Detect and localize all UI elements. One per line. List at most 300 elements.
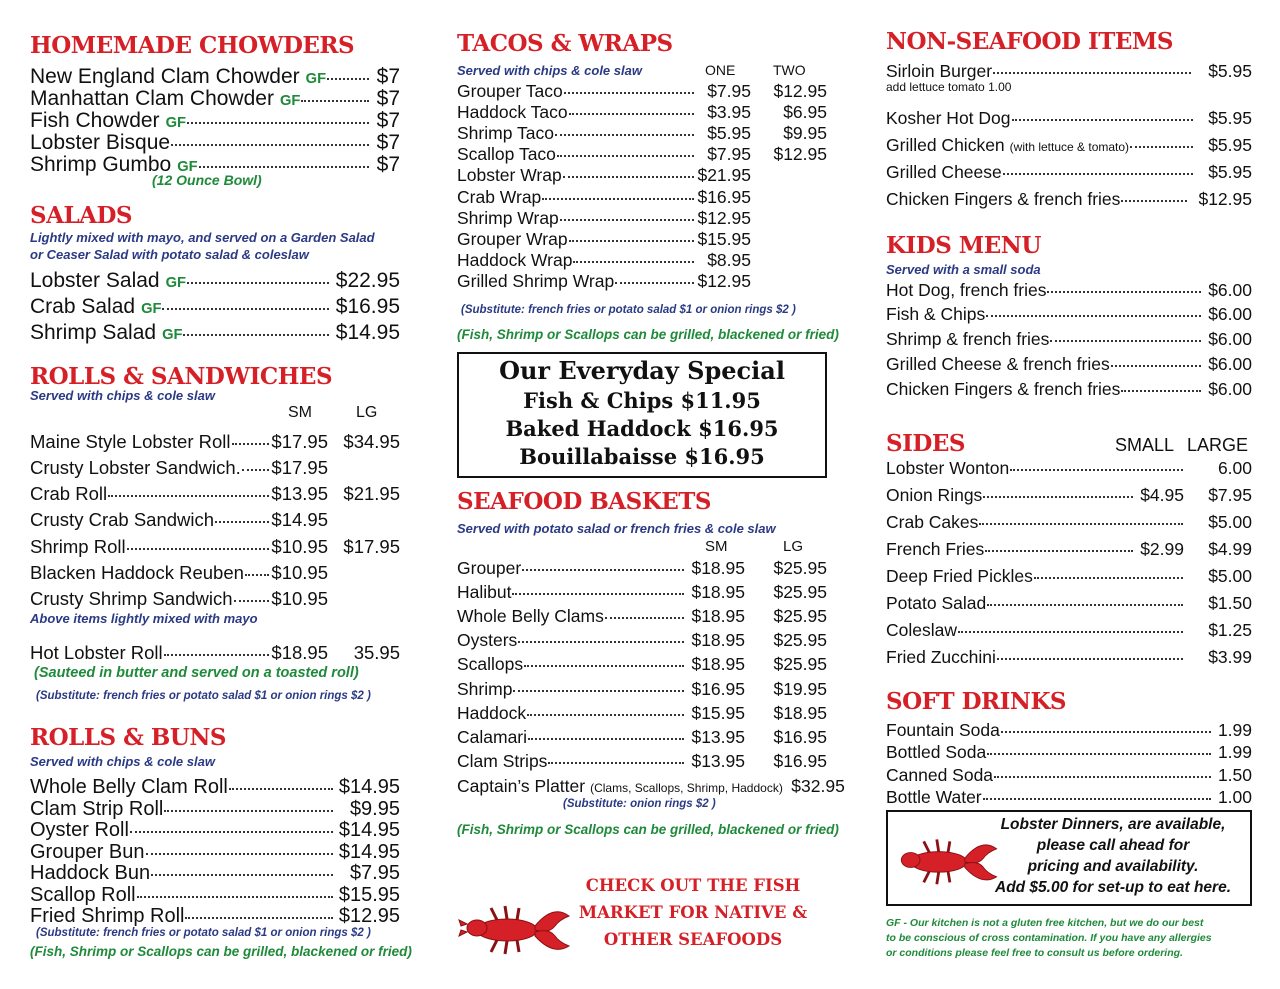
price-large: $1.50 [1208, 592, 1252, 613]
item-name: Clam Strip Roll [30, 797, 164, 820]
tacos-two-header: TWO [773, 62, 806, 78]
lobster-dinners-box [886, 810, 1252, 906]
item-price: $6.00 [1208, 279, 1252, 300]
promo-line-1: CHECK OUT THE FISH [585, 876, 801, 895]
price-one: $8.95 [707, 250, 751, 271]
gluten-free-badge: GF [162, 327, 183, 343]
bun-item [30, 902, 400, 928]
non-seafood-title: NON-SEAFOOD ITEMS [886, 28, 1173, 55]
price-large: $16.95 [773, 726, 827, 747]
price-small: $15.95 [691, 702, 745, 723]
price-small: $18.95 [691, 581, 745, 602]
item-price: $7 [376, 65, 400, 88]
dot-leader [232, 426, 269, 445]
dot-leader [542, 182, 694, 200]
special-item-3: Bouillabaisse $16.95 [519, 444, 765, 469]
dot-leader [1130, 130, 1193, 148]
item-name: Shrimp Wrap [457, 207, 559, 228]
item-price: $16.95 [335, 295, 400, 318]
dot-leader [524, 650, 684, 668]
rolls-buns-sub-note: (Substitute: french fries or potato salad $1 or onion rings $2 ) [36, 927, 371, 939]
price-one: $12.95 [697, 207, 751, 228]
dot-leader [1121, 374, 1201, 392]
item-price: $6.00 [1208, 329, 1252, 350]
price-large: $25.95 [773, 654, 827, 675]
dot-leader [1001, 715, 1211, 733]
dot-leader [569, 97, 694, 115]
price-large: $18.95 [773, 702, 827, 723]
special-item-1: Fish & Chips $11.95 [523, 388, 761, 413]
dot-leader [185, 899, 333, 919]
item-price: $14.95 [338, 776, 400, 798]
price-two: $12.95 [773, 144, 827, 165]
price-two: $9.95 [783, 122, 827, 143]
item-name: Grouper Taco [457, 80, 563, 101]
basket-item [457, 653, 827, 676]
dot-leader [171, 125, 369, 146]
dot-leader [127, 531, 269, 550]
chowders-title: HOMEMADE CHOWDERS [30, 32, 355, 59]
dot-leader [560, 203, 694, 221]
sandwich-item [30, 587, 400, 611]
dot-leader [245, 558, 269, 577]
lobster-dinners-line-3: pricing and availability. [1027, 858, 1199, 875]
item-name: Lobster Salad [30, 269, 160, 292]
price-large: $25.95 [773, 581, 827, 602]
item-name: Shrimp & french fries [886, 329, 1050, 350]
hot-roll-note: (Sauteed in butter and served on a toasted roll) [34, 665, 359, 681]
dot-leader [234, 584, 269, 603]
item-price: $6.00 [1208, 353, 1252, 374]
non-seafood-item [886, 160, 1252, 183]
dot-leader [987, 738, 1211, 756]
item-price: $5.95 [1208, 107, 1252, 128]
gluten-free-badge: GF [165, 275, 186, 291]
price-one: $5.95 [707, 122, 751, 143]
side-item [886, 591, 1252, 614]
dot-leader [130, 813, 333, 833]
rolls-buns-title: ROLLS & BUNS [30, 724, 227, 751]
price-small: $2.99 [1140, 538, 1184, 559]
item-name: Potato Salad [886, 592, 987, 613]
side-item [886, 645, 1252, 668]
basket-item [457, 629, 827, 652]
item-price: $12.95 [1198, 188, 1252, 209]
item-name: Whole Belly Clam Roll [30, 776, 228, 798]
dot-leader [199, 147, 369, 168]
price-large: $1.25 [1208, 619, 1252, 640]
item-name: Grilled Cheese & french fries [886, 353, 1110, 374]
item-name: Crusty Crab Sandwich [30, 509, 215, 531]
item-name: Manhattan Clam Chowder [30, 87, 274, 110]
item-price: $9.95 [349, 797, 400, 820]
price-large: $5.00 [1208, 511, 1252, 532]
basket-item [457, 750, 827, 773]
price-small: $13.95 [691, 726, 745, 747]
gluten-free-badge: GF [177, 159, 198, 175]
side-item [886, 537, 1252, 560]
kids-menu-subtitle: Served with a small soda [886, 262, 1041, 277]
dot-leader [518, 626, 684, 644]
kids-menu-title: KIDS MENU [886, 232, 1041, 259]
price-small: $18.95 [691, 654, 745, 675]
dot-leader [229, 770, 333, 790]
item-name: Captain’s Platter [457, 775, 586, 796]
dot-leader [573, 246, 694, 264]
price-large: $25.95 [773, 630, 827, 651]
item-name: New England Clam Chowder [30, 65, 300, 88]
taco-item [457, 270, 827, 293]
dot-leader [555, 118, 694, 136]
rolls-buns-grill-note: (Fish, Shrimp or Scallops can be grilled, blackened or fried) [30, 944, 412, 959]
price-small: $4.95 [1140, 484, 1184, 505]
item-name: Chicken Fingers & french fries [886, 378, 1121, 399]
salads-title: SALADS [30, 202, 133, 229]
sides-small-header: SMALL [1115, 435, 1175, 455]
dot-leader [983, 783, 1211, 801]
item-name: Clam Strips [457, 751, 548, 772]
lobster-icon [457, 888, 577, 968]
item-name: Kosher Hot Dog [886, 107, 1011, 128]
dot-leader [1034, 561, 1183, 579]
promo-line-3: OTHER SEAFOODS [603, 930, 783, 949]
basket-item [457, 701, 827, 724]
dot-leader [1003, 157, 1193, 175]
item-name: Onion Rings [886, 484, 983, 505]
sandwich-item [30, 561, 400, 585]
item-name: Scallops [457, 654, 524, 675]
dot-leader [183, 315, 329, 336]
price-small: $17.95 [271, 456, 328, 478]
dot-leader [108, 479, 269, 498]
baskets-grill-note: (Fish, Shrimp or Scallops can be grilled, blackened or fried) [457, 822, 839, 837]
item-price: $5.95 [1208, 134, 1252, 155]
item-name: Grilled Chicken [886, 134, 1005, 155]
dot-leader [994, 760, 1211, 778]
item-price: $32.95 [791, 775, 845, 796]
dot-leader [569, 224, 694, 242]
price-large: 6.00 [1217, 457, 1252, 478]
rolls-sandwiches-sm-header: SM [288, 404, 312, 421]
dot-leader [1050, 325, 1201, 343]
sandwich-item [30, 455, 400, 479]
item-price: $7 [376, 131, 400, 154]
sandwich-item [30, 508, 400, 532]
kids-item [886, 377, 1252, 400]
basket-item [457, 556, 827, 579]
price-one: $21.95 [697, 165, 751, 186]
price-small: $14.95 [271, 509, 328, 531]
dot-leader [1047, 275, 1201, 293]
side-item [886, 564, 1252, 587]
item-name: Crusty Lobster Sandwich. [30, 456, 241, 478]
dot-leader [187, 263, 329, 284]
price-large: $34.95 [343, 430, 400, 452]
price-small: $18.95 [691, 605, 745, 626]
item-name: Crusty Shrimp Sandwich [30, 588, 233, 610]
item-price: $14.95 [335, 321, 400, 344]
baskets-subtitle: Served with potato salad or french fries & cole slaw [457, 521, 776, 536]
item-price: $7 [376, 87, 400, 110]
price-one: $7.95 [707, 144, 751, 165]
item-name: Crab Roll [30, 483, 108, 505]
baskets-lg-header: LG [783, 538, 804, 555]
tacos-sub-note: (Substitute: french fries or potato salad $1 or onion rings $2 ) [461, 304, 796, 316]
price-large: $16.95 [773, 751, 827, 772]
item-name: Shrimp Gumbo [30, 153, 172, 176]
rolls-sandwiches-subtitle: Served with chips & cole slaw [30, 388, 215, 403]
kids-item [886, 303, 1252, 326]
dot-leader [528, 722, 684, 740]
item-price: $22.95 [335, 269, 400, 292]
menu-item [457, 774, 845, 797]
item-name: Bottle Water [886, 787, 982, 807]
dot-leader [563, 161, 694, 179]
dot-leader [164, 792, 333, 812]
item-name: French Fries [886, 538, 985, 559]
sandwich-item [30, 534, 400, 558]
item-name: Blacken Haddock Reuben [30, 562, 244, 583]
item-name: Whole Belly Clams [457, 605, 604, 626]
dot-leader [327, 59, 369, 80]
dot-leader [151, 856, 333, 876]
item-name: Lobster Wrap [457, 165, 562, 186]
item-price: 1.99 [1217, 742, 1252, 762]
chowders-bowl-note: (12 Ounce Bowl) [152, 172, 262, 188]
gf-disclaimer-line-3: or conditions please feel free to consult us before ordering. [886, 947, 1183, 959]
item-name: Shrimp Taco [457, 122, 554, 143]
item-name: Oysters [457, 630, 518, 651]
salads-subtitle-2: or Ceaser Salad with potato salad & coleslaw [30, 247, 309, 262]
baskets-sm-header: SM [705, 538, 728, 555]
price-one: $16.95 [697, 186, 751, 207]
everyday-special-box [457, 352, 827, 478]
item-name: Shrimp Roll [30, 535, 126, 557]
price-small: $10.95 [271, 562, 328, 583]
sandwich-item [30, 482, 400, 506]
price-one: $3.95 [707, 101, 751, 122]
menu-item [30, 640, 400, 664]
item-price: 1.99 [1217, 719, 1252, 740]
price-two: $12.95 [773, 80, 827, 101]
item-name: Fountain Soda [886, 719, 1000, 740]
item-price: $5.95 [1208, 161, 1252, 182]
dot-leader [164, 637, 269, 656]
basket-item [457, 580, 827, 603]
item-name: Lobster Bisque [30, 131, 171, 154]
item-price: $15.95 [338, 883, 400, 906]
item-price: $7 [376, 153, 400, 176]
rolls-sandwiches-title: ROLLS & SANDWICHES [30, 363, 333, 390]
kids-item [886, 352, 1252, 375]
dot-leader [513, 674, 684, 692]
item-name: Coleslaw [886, 619, 957, 640]
gf-disclaimer-line-2: to be conscious of cross contamination. If you have any allergies [886, 932, 1212, 944]
dot-leader [605, 601, 684, 619]
item-name: Maine Style Lobster Roll [30, 430, 231, 452]
price-large: $7.95 [1208, 484, 1252, 505]
non-seafood-item [886, 59, 1252, 82]
item-name: Haddock Wrap [457, 250, 573, 271]
above-items-note: Above items lightly mixed with mayo [30, 611, 258, 626]
lobster-dinners-line-2: please call ahead for [1036, 837, 1190, 854]
item-price: $7.95 [349, 862, 400, 884]
item-name: Haddock [457, 702, 527, 723]
item-name: Sirloin Burger [886, 60, 993, 81]
item-name: Calamari [457, 726, 528, 747]
price-large: $21.95 [343, 483, 400, 505]
drink-item [886, 786, 1252, 809]
rolls-sandwiches-sub-note: (Substitute: french fries or potato salad $1 or onion rings $2 ) [36, 690, 371, 702]
item-detail: (with lettuce & tomato) [1009, 139, 1130, 154]
gluten-free-badge: GF [279, 93, 301, 109]
dot-leader [997, 642, 1183, 660]
basket-item [457, 604, 827, 627]
basket-item [457, 677, 827, 700]
rolls-sandwiches-lg-header: LG [356, 404, 378, 421]
rolls-buns-subtitle: Served with chips & cole slaw [30, 754, 215, 769]
lobster-dinners-line-4: Add $5.00 for set-up to eat here. [995, 879, 1231, 896]
price-small: $16.95 [691, 678, 745, 699]
dot-leader [993, 56, 1191, 74]
burger-addon-note: add lettuce tomato 1.00 [886, 80, 1012, 94]
price-two: $6.95 [783, 101, 827, 122]
soft-drinks-title: SOFT DRINKS [886, 688, 1067, 715]
price-small: $18.95 [691, 557, 745, 578]
item-name: Crab Cakes [886, 511, 979, 532]
dot-leader [512, 577, 684, 595]
item-name: Chicken Fingers & french fries [886, 188, 1121, 209]
item-name: Deep Fried Pickles [886, 565, 1033, 586]
item-name: Fish Chowder [30, 109, 160, 132]
price-large: $5.00 [1208, 565, 1252, 586]
dot-leader [986, 300, 1201, 318]
price-large: $25.95 [773, 557, 827, 578]
dot-leader [985, 534, 1133, 552]
item-name: Fish & Chips [886, 304, 986, 325]
dot-leader [615, 267, 694, 285]
price-one: $12.95 [697, 271, 751, 292]
dot-leader [1012, 103, 1193, 121]
dot-leader [1010, 453, 1183, 471]
dot-leader [527, 698, 684, 716]
item-name: Haddock Taco [457, 101, 568, 122]
price-small: $18.95 [691, 630, 745, 651]
item-name: Fried Shrimp Roll [30, 905, 185, 927]
item-name: Haddock Bun [30, 862, 151, 884]
item-name: Grouper [457, 557, 522, 578]
dot-leader [1121, 184, 1187, 202]
sandwich-item [30, 429, 400, 453]
item-name: Oyster Roll [30, 819, 129, 841]
tacos-one-header: ONE [705, 62, 736, 78]
dot-leader [1111, 349, 1201, 367]
gf-disclaimer-line-1: GF - Our kitchen is not a gluten free kitchen, but we do our best [886, 917, 1204, 929]
gluten-free-badge: GF [165, 115, 186, 131]
item-price: $14.95 [338, 840, 400, 863]
item-price: $14.95 [338, 819, 400, 841]
dot-leader [146, 835, 333, 855]
item-price: $5.95 [1208, 60, 1252, 81]
special-item-2: Baked Haddock $16.95 [505, 416, 779, 441]
promo-line-2: MARKET FOR NATIVE & [578, 903, 808, 922]
dot-leader [137, 878, 333, 898]
gluten-free-badge: GF [141, 301, 162, 317]
item-name: Shrimp Salad [30, 321, 157, 344]
price-small: $13.95 [691, 751, 745, 772]
non-seafood-item [886, 187, 1252, 210]
item-name: Grilled Cheese [886, 161, 1002, 182]
item-name: Crab Wrap [457, 186, 542, 207]
dot-leader [301, 81, 369, 102]
dot-leader [557, 140, 694, 158]
price-large: $19.95 [773, 678, 827, 699]
special-title: Our Everyday Special [499, 356, 785, 385]
tacos-grill-note: (Fish, Shrimp or Scallops can be grilled, blackened or fried) [457, 327, 839, 342]
item-name: Fried Zucchini [886, 646, 996, 667]
dot-leader [958, 615, 1183, 633]
dot-leader [987, 588, 1183, 606]
price-one: $7.95 [707, 80, 751, 101]
dot-leader [522, 553, 684, 571]
item-price: 1.50 [1217, 764, 1252, 785]
side-item [886, 483, 1252, 506]
dot-leader [215, 505, 269, 524]
salads-subtitle-1: Lightly mixed with mayo, and served on a Garden Salad [30, 230, 375, 245]
price-small: $10.95 [271, 535, 328, 557]
price-small: $10.95 [271, 588, 328, 610]
item-name: Halibut [457, 581, 512, 602]
item-name: Grouper Wrap [457, 228, 568, 249]
item-name: Bottled Soda [886, 742, 987, 762]
dot-leader [242, 452, 269, 471]
item-price: $6.00 [1208, 378, 1252, 399]
side-item [886, 456, 1252, 479]
side-item [886, 510, 1252, 533]
price-large: $17.95 [343, 535, 400, 557]
price-large: $25.95 [773, 605, 827, 626]
tacos-title: TACOS & WRAPS [457, 30, 673, 57]
kids-item [886, 328, 1252, 351]
price-small: $13.95 [271, 483, 328, 505]
price-large: $4.99 [1208, 538, 1252, 559]
item-name: Crab Salad [30, 295, 136, 318]
item-name: Lobster Wonton [886, 457, 1010, 478]
item-price: $12.95 [338, 905, 400, 927]
item-name: Hot Dog, french fries [886, 279, 1047, 300]
side-item [886, 618, 1252, 641]
dot-leader [162, 289, 329, 310]
dot-leader [983, 480, 1133, 498]
baskets-title: SEAFOOD BASKETS [457, 488, 711, 515]
item-price: $6.00 [1208, 304, 1252, 325]
salad-item [30, 318, 400, 345]
price-large: 35.95 [353, 641, 400, 663]
non-seafood-item [886, 133, 1252, 156]
item-price: 1.00 [1217, 787, 1252, 807]
non-seafood-item [886, 106, 1252, 129]
dot-leader [548, 747, 684, 765]
sides-title: SIDES [886, 430, 965, 457]
price-small: $17.95 [271, 430, 328, 452]
item-name: Shrimp [457, 678, 513, 699]
price-one: $15.95 [697, 228, 751, 249]
lobster-dinners-line-1: Lobster Dinners, are available, [1000, 816, 1226, 833]
item-name: Grouper Bun [30, 840, 145, 863]
item-detail: (Clams, Scallops, Shrimp, Haddock) [590, 780, 783, 795]
dot-leader [979, 507, 1183, 525]
item-name: Grilled Shrimp Wrap [457, 271, 615, 292]
